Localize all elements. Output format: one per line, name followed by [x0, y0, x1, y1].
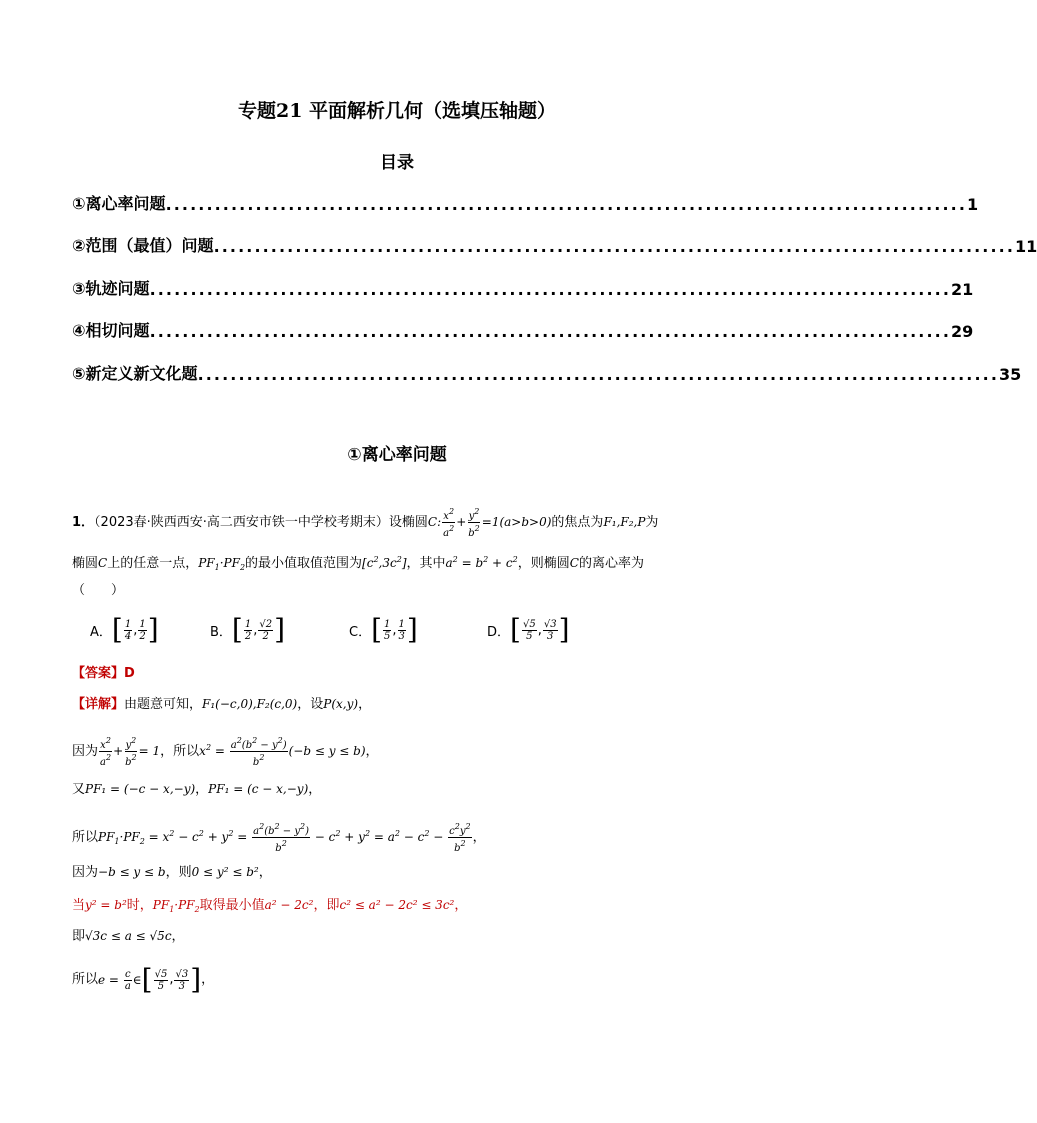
- detail-text: 又: [72, 782, 86, 797]
- toc-entry-label: ④相切问题: [72, 321, 150, 340]
- toc-entry-page: 35: [999, 365, 1022, 384]
- ellipse-symbol: C: [569, 556, 579, 570]
- detail-text: ，: [454, 898, 468, 913]
- question-number: 1．: [72, 515, 95, 530]
- option-value: 4: [124, 630, 132, 642]
- detail-math: y² = b²: [85, 898, 127, 912]
- question-source: （2023春·陕西西安·高二西安市铁一中学校考期末）设椭圆: [94, 515, 428, 530]
- detail-math: √3c ≤ a ≤ √5c: [85, 929, 172, 943]
- detail-line-5: [72, 862, 272, 883]
- detail-line-6: [72, 895, 467, 920]
- toc-entry-page: 21: [951, 280, 974, 299]
- option-value: √2: [259, 618, 273, 630]
- detail-text: 即: [72, 929, 86, 944]
- detail-math: $PF_1\cdot PF_2 = x^2 - c^2 + y^2$ = $\frac{a^2(b^2 - y^2)}{b^2}$ − $c^2 + y^2 = a^2 - c^2$ − $\frac{c^2y^2}{b^2}$: [98, 822, 471, 854]
- option-label: B．: [210, 624, 232, 640]
- option-value: 1: [384, 618, 391, 630]
- toc-entry[interactable]: [72, 317, 974, 341]
- detail-math: 0 ≤ y² ≤ b²: [191, 865, 259, 879]
- detail-text: 因为: [72, 744, 99, 759]
- question-line-2: [72, 550, 644, 578]
- detail-math: $x^2$ = $\frac{a^2(b^2 - y^2)}{b^2}$ (−b ≤ y ≤ b): [199, 736, 366, 768]
- detail-text: ，: [472, 830, 486, 845]
- toc-entry[interactable]: [72, 190, 979, 214]
- relation-equation: $a^2 = b^2 + c^2$: [445, 555, 518, 570]
- option-value: √5: [522, 618, 536, 630]
- answer-tag: 【答案】: [72, 666, 125, 681]
- toc-leader-dots: ..................................................................................................: [213, 237, 1016, 256]
- answer-paren: （ ）: [72, 583, 125, 598]
- question-text: 椭圆: [72, 556, 99, 571]
- option-label: C．: [349, 624, 372, 640]
- option-value: 3: [398, 630, 405, 642]
- option-d[interactable]: D． [ $\frac{√5}{5}$ , $\frac{√3}{3}$ ]: [487, 613, 570, 646]
- option-value: √3: [543, 618, 557, 630]
- detail-math: −b ≤ y ≤ b: [98, 865, 166, 879]
- question-line-1: [72, 506, 658, 539]
- option-label: A．: [90, 624, 112, 640]
- detail-line-4: [72, 821, 486, 854]
- detail-text: ，则: [165, 865, 192, 880]
- detail-text: ，: [171, 929, 185, 944]
- detail-line-7: [72, 926, 185, 947]
- detail-math: e = $\frac{c}{a}$ ∈: [98, 968, 142, 992]
- detail-line-3: [72, 779, 321, 800]
- toc-entry-label: ③轨迹问题: [72, 279, 150, 298]
- detail-text: 因为: [72, 865, 99, 880]
- detail-text: ，: [201, 972, 215, 987]
- detail-text: 所以: [72, 830, 99, 845]
- question-text: 上的任意一点，: [107, 556, 199, 571]
- option-value: 2: [244, 630, 252, 642]
- toc-entry-label: ②范围（最值）问题: [72, 236, 214, 255]
- detail-text: ，: [358, 697, 372, 712]
- toc-leader-dots: ..................................................................................................: [165, 195, 968, 214]
- toc-leader-dots: ..................................................................................................: [149, 322, 952, 341]
- detail-math: F₁(−c,0),F₂(c,0): [202, 697, 298, 711]
- detail-math: c² ≤ a² − 2c² ≤ 3c²: [339, 898, 455, 912]
- toc-entry[interactable]: [72, 360, 1022, 384]
- detail-line-8: 所以 e = $\frac{c}{a}$ ∈ [ $\frac{√5}{5}$ , $\frac{√3}{3}$ ] ，: [72, 963, 215, 996]
- option-value: 5: [526, 630, 533, 642]
- detail-line-1: [72, 694, 371, 715]
- answer-line: [72, 664, 135, 684]
- toc-entry-page: 29: [951, 322, 974, 341]
- detail-math: PF₁ = (c − x,−y): [208, 782, 309, 796]
- detail-tag: 【详解】: [72, 697, 125, 712]
- answer-value: D: [124, 666, 135, 681]
- option-value: 1: [124, 618, 132, 630]
- question-text: ，其中: [406, 556, 446, 571]
- option-b[interactable]: B． [ $\frac{1}{2}$ , $\frac{√2}{2}$ ]: [210, 613, 286, 646]
- detail-math: a² − 2c²: [264, 898, 314, 912]
- section-heading: ①离心率问题: [347, 445, 447, 465]
- question-text: 的焦点为: [551, 515, 604, 530]
- toc-entry-page: 11: [1015, 237, 1037, 256]
- toc-entry-label: ⑤新定义新文化题: [72, 364, 198, 383]
- option-label: D．: [487, 624, 511, 640]
- range-interval: $[c^2,3c^2]$: [362, 555, 407, 570]
- ellipse-equation: C: $\frac{x^2}{a^2}$ + $\frac{y^2}{b^2}$ =1(a>b>0): [427, 507, 552, 539]
- detail-text: ，: [308, 782, 322, 797]
- detail-text: ，所以: [160, 744, 200, 759]
- ellipse-symbol: C: [98, 556, 108, 570]
- option-value: 3: [547, 630, 554, 642]
- detail-math: $PF_1\cdot PF_2$: [152, 898, 200, 914]
- question-text: 的最小值取值范围为: [245, 556, 363, 571]
- option-value: 2: [262, 630, 269, 642]
- vector-dot-product: $PF_1\cdot PF_2$: [198, 556, 246, 572]
- detail-text: ，: [258, 865, 272, 880]
- detail-line-2: [72, 735, 379, 768]
- detail-text: 由题意可知，: [124, 697, 203, 712]
- question-text: 为: [645, 515, 659, 530]
- detail-text: ，: [195, 782, 209, 797]
- option-value: 5: [384, 630, 391, 642]
- page-title: 专题21 平面解析几何（选填压轴题）: [237, 100, 557, 122]
- detail-text: ，即: [313, 898, 340, 913]
- detail-text: 时，: [126, 898, 153, 913]
- question-text: ，则椭圆: [517, 556, 570, 571]
- detail-text: ，: [365, 744, 379, 759]
- toc-entry-page: 1: [967, 195, 979, 214]
- option-c[interactable]: C． [ $\frac{1}{5}$ , $\frac{1}{3}$ ]: [349, 613, 418, 646]
- option-a[interactable]: A． [ $\frac{1}{4}$ , $\frac{1}{2}$ ]: [90, 613, 159, 646]
- detail-text: ，设: [297, 697, 324, 712]
- toc-leader-dots: ..................................................................................................: [149, 280, 952, 299]
- detail-text: 取得最小值: [199, 898, 265, 913]
- option-value: 1: [139, 618, 146, 630]
- question-text: 的离心率为: [578, 556, 644, 571]
- toc-heading: 目录: [380, 153, 414, 173]
- detail-text: 所以: [72, 972, 99, 987]
- toc-entry[interactable]: [72, 275, 974, 299]
- toc-entry-label: ①离心率问题: [72, 194, 166, 213]
- option-value: 1: [244, 618, 252, 630]
- detail-math: $\frac{x^2}{a^2}$ + $\frac{y^2}{b^2}$ = 1: [100, 736, 161, 768]
- toc-leader-dots: ..................................................................................................: [197, 365, 1000, 384]
- detail-math: P(x,y): [323, 697, 359, 711]
- option-value: 2: [139, 630, 146, 642]
- detail-math: PF₁ = (−c − x,−y): [85, 782, 196, 796]
- detail-text: 当: [72, 898, 86, 913]
- option-value: 1: [398, 618, 405, 630]
- toc-entry[interactable]: [72, 232, 1037, 256]
- foci-label: F₁,F₂,P: [603, 515, 646, 529]
